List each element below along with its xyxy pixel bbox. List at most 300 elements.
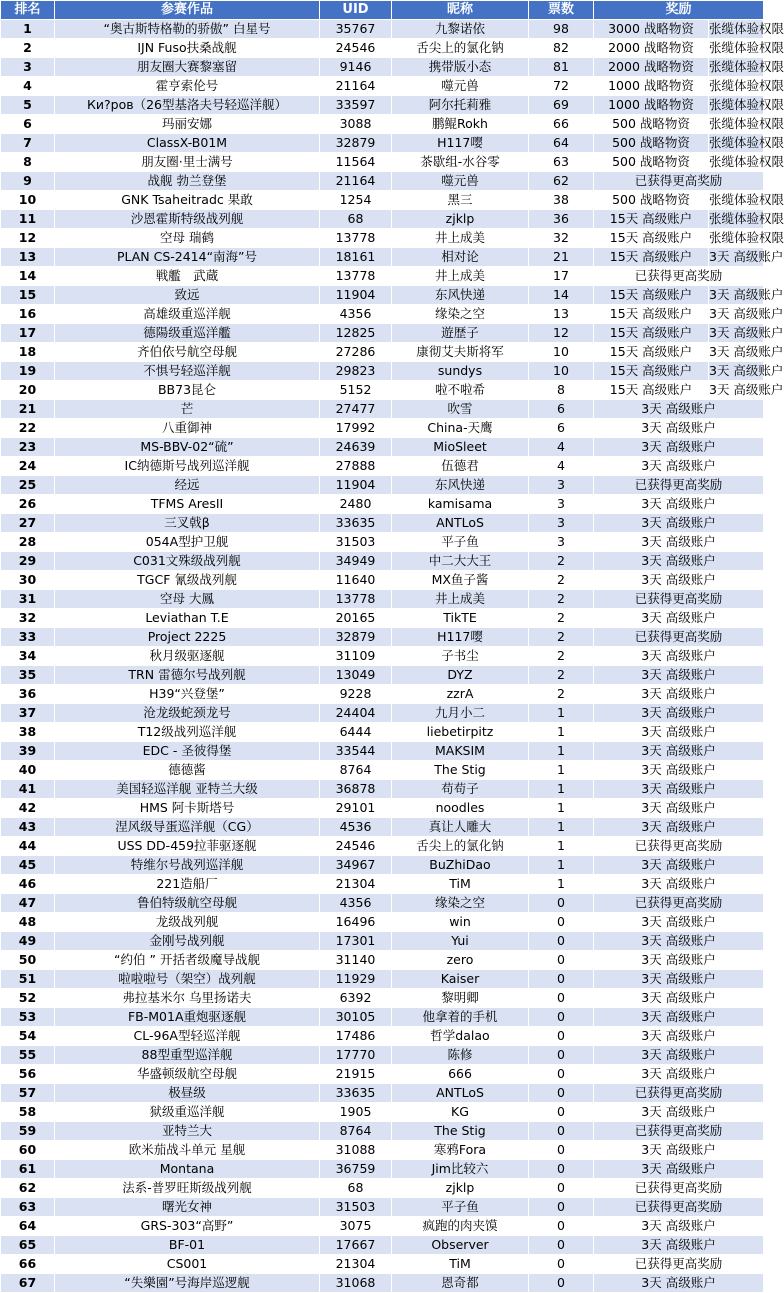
cell-nickname: 啦不啦希	[392, 381, 529, 400]
cell-work: 沧龙级蛇颈龙号	[55, 704, 320, 723]
cell-votes: 17	[529, 267, 594, 286]
cell-votes: 21	[529, 248, 594, 267]
cell-rank: 55	[1, 1046, 55, 1065]
cell-nickname: zjklp	[392, 210, 529, 229]
cell-nickname: 鹏鲲Rokh	[392, 115, 529, 134]
cell-rank: 41	[1, 780, 55, 799]
table-row	[1, 932, 764, 951]
cell-nickname: MioSleet	[392, 438, 529, 457]
cell-rank: 7	[1, 134, 55, 153]
table-row	[1, 20, 764, 39]
cell-nickname: Jim比较六	[392, 1160, 529, 1179]
cell-work: 朋友圈·里士满号	[55, 153, 320, 172]
cell-reward: 3天 高级账户	[594, 495, 764, 514]
cell-uid: 31088	[320, 1141, 392, 1160]
cell-work: 高雄级重巡洋舰	[55, 305, 320, 324]
cell-votes: 0	[529, 1103, 594, 1122]
cell-nickname: 吹雪	[392, 400, 529, 419]
cell-work: 战舰 勃兰登堡	[55, 172, 320, 191]
cell-reward: 已获得更高奖励	[594, 1084, 764, 1103]
cell-rank: 57	[1, 1084, 55, 1103]
table-row	[1, 229, 764, 248]
cell-work: 八重御神	[55, 419, 320, 438]
cell-reward: 3天 高级账户	[594, 419, 764, 438]
cell-rank: 10	[1, 191, 55, 210]
cell-nickname: 舌尖上的氯化钠	[392, 837, 529, 856]
cell-reward: 3天 高级账户	[594, 970, 764, 989]
cell-votes: 1	[529, 723, 594, 742]
cell-rank: 6	[1, 115, 55, 134]
cell-votes: 1	[529, 761, 594, 780]
cell-reward: 3天 高级账户	[594, 1027, 764, 1046]
cell-uid: 3088	[320, 115, 392, 134]
cell-reward: 3天 高级账户	[594, 1236, 764, 1255]
cell-work: 狱级重巡洋舰	[55, 1103, 320, 1122]
cell-uid: 17992	[320, 419, 392, 438]
cell-nickname: kamisama	[392, 495, 529, 514]
cell-uid: 1905	[320, 1103, 392, 1122]
cell-reward-secondary: 3天 高级账户	[709, 362, 764, 381]
cell-rank: 43	[1, 818, 55, 837]
cell-votes: 66	[529, 115, 594, 134]
cell-reward-secondary: 张缆体验权限	[709, 58, 764, 77]
table-row	[1, 951, 764, 970]
cell-uid: 6444	[320, 723, 392, 742]
table-row	[1, 609, 764, 628]
cell-votes: 72	[529, 77, 594, 96]
cell-reward: 3天 高级账户	[594, 1046, 764, 1065]
cell-uid: 20165	[320, 609, 392, 628]
table-row	[1, 514, 764, 533]
cell-rank: 36	[1, 685, 55, 704]
cell-votes: 62	[529, 172, 594, 191]
cell-uid: 13049	[320, 666, 392, 685]
table-body	[1, 20, 784, 1293]
cell-nickname: The Stig	[392, 761, 529, 780]
cell-work: 戦艦 武蔵	[55, 267, 320, 286]
cell-rank: 23	[1, 438, 55, 457]
table-row	[1, 742, 764, 761]
cell-work: Leviathan T.E	[55, 609, 320, 628]
cell-reward-secondary: 张缆体验权限	[709, 96, 764, 115]
cell-nickname: 平子鱼	[392, 1198, 529, 1217]
cell-work: 玛丽安娜	[55, 115, 320, 134]
cell-work: MS-BBV-02“硫”	[55, 438, 320, 457]
cell-votes: 0	[529, 1122, 594, 1141]
cell-uid: 27888	[320, 457, 392, 476]
cell-reward: 已获得更高奖励	[594, 1255, 764, 1274]
cell-votes: 0	[529, 1255, 594, 1274]
cell-reward: 3天 高级账户	[594, 913, 764, 932]
cell-rank: 31	[1, 590, 55, 609]
cell-uid: 6392	[320, 989, 392, 1008]
cell-rank: 59	[1, 1122, 55, 1141]
cell-nickname: 黑三	[392, 191, 529, 210]
cell-votes: 98	[529, 20, 594, 39]
cell-rank: 13	[1, 248, 55, 267]
cell-reward: 3天 高级账户	[594, 666, 764, 685]
cell-rank: 63	[1, 1198, 55, 1217]
cell-reward-secondary: 张缆体验权限	[709, 77, 764, 96]
cell-uid: 13778	[320, 590, 392, 609]
cell-rank: 48	[1, 913, 55, 932]
table-row	[1, 818, 764, 837]
cell-votes: 3	[529, 533, 594, 552]
cell-nickname: 寒鸦Fora	[392, 1141, 529, 1160]
cell-reward-primary: 15天 高级账户	[594, 229, 709, 248]
cell-uid: 34967	[320, 856, 392, 875]
table-row	[1, 647, 764, 666]
cell-work: 三叉戟β	[55, 514, 320, 533]
cell-work: Project 2225	[55, 628, 320, 647]
cell-uid: 18161	[320, 248, 392, 267]
cell-nickname: 平子鱼	[392, 533, 529, 552]
cell-work: PLAN CS-2414“南海”号	[55, 248, 320, 267]
cell-rank: 60	[1, 1141, 55, 1160]
cell-work: 221造船厂	[55, 875, 320, 894]
cell-nickname: win	[392, 913, 529, 932]
cell-votes: 0	[529, 1160, 594, 1179]
cell-uid: 4536	[320, 818, 392, 837]
table-row	[1, 134, 764, 153]
cell-votes: 0	[529, 1236, 594, 1255]
cell-votes: 13	[529, 305, 594, 324]
cell-reward: 3天 高级账户	[594, 514, 764, 533]
table-row	[1, 1198, 764, 1217]
cell-nickname: Observer	[392, 1236, 529, 1255]
cell-reward: 3天 高级账户	[594, 1274, 764, 1293]
cell-reward: 已获得更高奖励	[594, 590, 764, 609]
table-row	[1, 267, 764, 286]
table-row	[1, 533, 764, 552]
cell-work: TFMS AresII	[55, 495, 320, 514]
cell-nickname: zzrA	[392, 685, 529, 704]
cell-work: CL-96A型轻巡洋舰	[55, 1027, 320, 1046]
cell-rank: 3	[1, 58, 55, 77]
cell-reward-secondary: 3天 高级账户	[709, 324, 764, 343]
cell-reward-primary: 15天 高级账户	[594, 305, 709, 324]
cell-nickname: 缘染之空	[392, 894, 529, 913]
cell-reward: 3天 高级账户	[594, 723, 764, 742]
cell-uid: 9146	[320, 58, 392, 77]
table-row	[1, 58, 764, 77]
cell-votes: 0	[529, 894, 594, 913]
cell-reward-primary: 2000 战略物资	[594, 39, 709, 58]
cell-votes: 2	[529, 647, 594, 666]
cell-votes: 0	[529, 1274, 594, 1293]
cell-reward: 3天 高级账户	[594, 704, 764, 723]
cell-nickname: 东风快递	[392, 286, 529, 305]
cell-reward-primary: 15天 高级账户	[594, 210, 709, 229]
cell-reward-primary: 15天 高级账户	[594, 248, 709, 267]
table-row	[1, 381, 764, 400]
cell-uid: 11640	[320, 571, 392, 590]
cell-votes: 0	[529, 1179, 594, 1198]
cell-reward-secondary: 张缆体验权限	[709, 229, 764, 248]
table-row	[1, 970, 764, 989]
header-nickname: 昵称	[392, 1, 529, 20]
cell-nickname: DYZ	[392, 666, 529, 685]
cell-nickname: 陈修	[392, 1046, 529, 1065]
cell-rank: 11	[1, 210, 55, 229]
cell-reward: 3天 高级账户	[594, 761, 764, 780]
cell-nickname: 缘染之空	[392, 305, 529, 324]
cell-rank: 56	[1, 1065, 55, 1084]
cell-votes: 64	[529, 134, 594, 153]
cell-rank: 1	[1, 20, 55, 39]
table-row	[1, 1065, 764, 1084]
cell-nickname: ANTLoS	[392, 1084, 529, 1103]
cell-uid: 11929	[320, 970, 392, 989]
cell-work: 德陽级重巡洋艦	[55, 324, 320, 343]
cell-uid: 5152	[320, 381, 392, 400]
cell-uid: 2480	[320, 495, 392, 514]
cell-work: “失樂園”号海岸巡逻舰	[55, 1274, 320, 1293]
cell-uid: 11904	[320, 286, 392, 305]
table-row	[1, 590, 764, 609]
table-row	[1, 628, 764, 647]
cell-rank: 21	[1, 400, 55, 419]
cell-rank: 12	[1, 229, 55, 248]
cell-uid: 27286	[320, 343, 392, 362]
cell-votes: 12	[529, 324, 594, 343]
cell-work: ClassX-B01M	[55, 134, 320, 153]
cell-work: IC纳德斯号战列巡洋舰	[55, 457, 320, 476]
cell-reward: 3天 高级账户	[594, 571, 764, 590]
table-row	[1, 438, 764, 457]
header-votes: 票数	[529, 1, 594, 20]
cell-nickname: 遊歴子	[392, 324, 529, 343]
cell-work: “约伯 ” 开括者级魔导战舰	[55, 951, 320, 970]
cell-nickname: liebetirpitz	[392, 723, 529, 742]
cell-uid: 27477	[320, 400, 392, 419]
cell-work: C031文殊级战列舰	[55, 552, 320, 571]
cell-rank: 35	[1, 666, 55, 685]
cell-reward-secondary: 3天 高级账户	[709, 248, 764, 267]
table-row	[1, 305, 764, 324]
cell-reward-secondary: 3天 高级账户	[709, 381, 764, 400]
cell-rank: 50	[1, 951, 55, 970]
table-row	[1, 1236, 764, 1255]
cell-uid: 29823	[320, 362, 392, 381]
cell-votes: 2	[529, 666, 594, 685]
cell-votes: 0	[529, 932, 594, 951]
cell-reward: 3天 高级账户	[594, 685, 764, 704]
cell-work: 芒	[55, 400, 320, 419]
cell-uid: 13778	[320, 267, 392, 286]
cell-uid: 35767	[320, 20, 392, 39]
cell-work: 法系-普罗旺斯级战列舰	[55, 1179, 320, 1198]
table-row	[1, 248, 764, 267]
table-row	[1, 39, 764, 58]
cell-votes: 2	[529, 590, 594, 609]
table-row	[1, 799, 764, 818]
cell-work: USS DD-459拉菲驱逐舰	[55, 837, 320, 856]
cell-reward-primary: 2000 战略物资	[594, 58, 709, 77]
table-row	[1, 913, 764, 932]
cell-votes: 0	[529, 1008, 594, 1027]
cell-uid: 33544	[320, 742, 392, 761]
cell-nickname: 舌尖上的氯化钠	[392, 39, 529, 58]
cell-votes: 1	[529, 704, 594, 723]
cell-uid: 32879	[320, 134, 392, 153]
cell-uid: 8764	[320, 761, 392, 780]
header-work: 参赛作品	[55, 1, 320, 20]
cell-uid: 24639	[320, 438, 392, 457]
cell-votes: 3	[529, 495, 594, 514]
cell-rank: 54	[1, 1027, 55, 1046]
cell-reward: 3天 高级账户	[594, 951, 764, 970]
cell-reward: 3天 高级账户	[594, 932, 764, 951]
cell-uid: 24546	[320, 837, 392, 856]
cell-nickname: Kaiser	[392, 970, 529, 989]
cell-nickname: 伍德君	[392, 457, 529, 476]
cell-votes: 1	[529, 780, 594, 799]
cell-rank: 15	[1, 286, 55, 305]
cell-uid: 31140	[320, 951, 392, 970]
cell-reward: 3天 高级账户	[594, 989, 764, 1008]
cell-nickname: TikTE	[392, 609, 529, 628]
table-row	[1, 457, 764, 476]
cell-work: 88型重型巡洋舰	[55, 1046, 320, 1065]
cell-votes: 82	[529, 39, 594, 58]
cell-work: CS001	[55, 1255, 320, 1274]
cell-work: T12级战列巡洋舰	[55, 723, 320, 742]
cell-rank: 51	[1, 970, 55, 989]
cell-rank: 30	[1, 571, 55, 590]
table-row	[1, 780, 764, 799]
cell-nickname: H117嘤	[392, 134, 529, 153]
cell-uid: 13778	[320, 229, 392, 248]
cell-uid: 8764	[320, 1122, 392, 1141]
cell-reward-secondary: 张缆体验权限	[709, 134, 764, 153]
cell-nickname: noodles	[392, 799, 529, 818]
cell-reward-secondary: 张缆体验权限	[709, 115, 764, 134]
cell-reward-primary: 1000 战略物资	[594, 96, 709, 115]
table-row	[1, 324, 764, 343]
table-row	[1, 191, 764, 210]
cell-rank: 66	[1, 1255, 55, 1274]
cell-nickname: 疯跑的肉夹馍	[392, 1217, 529, 1236]
cell-votes: 6	[529, 400, 594, 419]
cell-nickname: 东风快递	[392, 476, 529, 495]
cell-rank: 53	[1, 1008, 55, 1027]
cell-votes: 1	[529, 818, 594, 837]
cell-votes: 3	[529, 514, 594, 533]
table-row	[1, 153, 764, 172]
cell-work: 不惧号轻巡洋舰	[55, 362, 320, 381]
cell-nickname: 噬元兽	[392, 172, 529, 191]
cell-nickname: KG	[392, 1103, 529, 1122]
cell-uid: 3075	[320, 1217, 392, 1236]
cell-rank: 61	[1, 1160, 55, 1179]
cell-nickname: 他拿着的手机	[392, 1008, 529, 1027]
table-row	[1, 875, 764, 894]
cell-rank: 58	[1, 1103, 55, 1122]
cell-uid: 17770	[320, 1046, 392, 1065]
cell-work: 华盛顿级航空母舰	[55, 1065, 320, 1084]
cell-votes: 1	[529, 856, 594, 875]
cell-reward-primary: 1000 战略物资	[594, 77, 709, 96]
cell-work: 啦啦啦号（架空）战列舰	[55, 970, 320, 989]
cell-work: 沙恩霍斯特级战列舰	[55, 210, 320, 229]
cell-uid: 33597	[320, 96, 392, 115]
cell-reward-secondary: 3天 高级账户	[709, 286, 764, 305]
cell-nickname: 井上成美	[392, 590, 529, 609]
cell-rank: 65	[1, 1236, 55, 1255]
cell-uid: 29101	[320, 799, 392, 818]
cell-uid: 21304	[320, 1255, 392, 1274]
cell-reward-primary: 500 战略物资	[594, 191, 709, 210]
cell-nickname: 康彻艾夫斯将军	[392, 343, 529, 362]
cell-votes: 36	[529, 210, 594, 229]
cell-work: 弗拉基米尔 乌里扬诺夫	[55, 989, 320, 1008]
cell-nickname: zjklp	[392, 1179, 529, 1198]
table-row	[1, 210, 764, 229]
cell-work: 欧米茄战斗单元 星舰	[55, 1141, 320, 1160]
cell-reward: 3天 高级账户	[594, 1103, 764, 1122]
cell-votes: 0	[529, 970, 594, 989]
cell-votes: 0	[529, 989, 594, 1008]
cell-reward: 3天 高级账户	[594, 856, 764, 875]
cell-votes: 8	[529, 381, 594, 400]
cell-nickname: 井上成美	[392, 229, 529, 248]
cell-reward: 已获得更高奖励	[594, 267, 764, 286]
cell-uid: 4356	[320, 305, 392, 324]
cell-uid: 31503	[320, 1198, 392, 1217]
cell-uid: 31503	[320, 533, 392, 552]
cell-uid: 21915	[320, 1065, 392, 1084]
cell-reward: 3天 高级账户	[594, 1141, 764, 1160]
cell-nickname: 相对论	[392, 248, 529, 267]
cell-work: GRS-303“高野”	[55, 1217, 320, 1236]
table-row	[1, 96, 764, 115]
cell-reward: 3天 高级账户	[594, 647, 764, 666]
cell-uid: 17301	[320, 932, 392, 951]
cell-work: Ки?ров（26型基洛夫号轻巡洋舰）	[55, 96, 320, 115]
cell-votes: 2	[529, 571, 594, 590]
cell-work: BF-01	[55, 1236, 320, 1255]
cell-work: 致远	[55, 286, 320, 305]
cell-reward: 已获得更高奖励	[594, 894, 764, 913]
cell-work: Montana	[55, 1160, 320, 1179]
cell-nickname: 哲学dalao	[392, 1027, 529, 1046]
cell-reward: 3天 高级账户	[594, 780, 764, 799]
cell-uid: 21164	[320, 172, 392, 191]
cell-work: 秋月级驱逐舰	[55, 647, 320, 666]
table-row	[1, 400, 764, 419]
cell-rank: 37	[1, 704, 55, 723]
cell-reward: 已获得更高奖励	[594, 172, 764, 191]
table-row	[1, 286, 764, 305]
cell-rank: 38	[1, 723, 55, 742]
cell-work: 涅风级导蛋巡洋舰（CG）	[55, 818, 320, 837]
cell-uid: 4356	[320, 894, 392, 913]
cell-nickname: 阿尔托莉雅	[392, 96, 529, 115]
cell-uid: 36759	[320, 1160, 392, 1179]
table-row	[1, 894, 764, 913]
cell-nickname: ANTLoS	[392, 514, 529, 533]
cell-uid: 24404	[320, 704, 392, 723]
cell-nickname: MX鱼子酱	[392, 571, 529, 590]
cell-rank: 4	[1, 77, 55, 96]
cell-work: “奥古斯特格勒的骄傲” 白星号	[55, 20, 320, 39]
cell-reward: 已获得更高奖励	[594, 1122, 764, 1141]
cell-nickname: 中二大大王	[392, 552, 529, 571]
cell-rank: 28	[1, 533, 55, 552]
cell-work: 朋友圈大赛黎塞留	[55, 58, 320, 77]
cell-reward-primary: 15天 高级账户	[594, 343, 709, 362]
